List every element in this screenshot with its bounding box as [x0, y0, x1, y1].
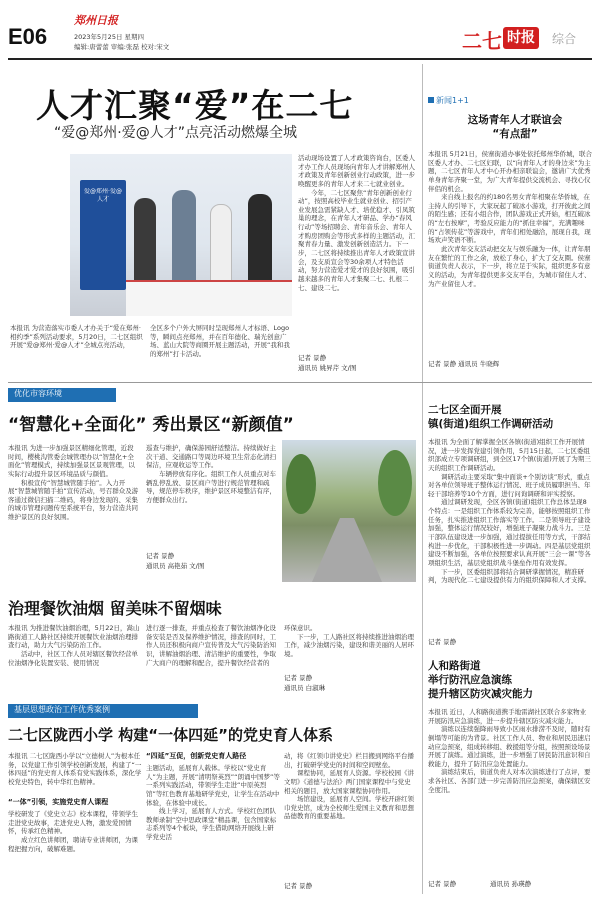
flood-reporter: 记者 景静	[428, 880, 457, 888]
photo-banner	[80, 180, 126, 290]
section-name: 二七	[462, 29, 502, 52]
editors-line: 编辑:唐蕾蕾 审编:张磊 校对:宋文	[74, 43, 170, 51]
news11-label-text: 新闻1+1	[436, 96, 469, 105]
section-tag: 综合	[552, 32, 577, 46]
lead-reporter: 记者 景静	[298, 354, 327, 362]
optimize-col-right: 巡查与维护，确保游园舒适整洁。持续做好主次干道、交通路口等周边环境卫生常态化清扫保洁，应观收运等工作。 车辆停放有序化。组织工作人员重点对车辆乱停乱放、景区商户等进行规范管理和疏导，规范停车秩序，维护景区环境整洁有序，方便群众出行。	[146, 444, 276, 504]
catering-col1: 本报讯 为推进餐饮油烟治理，5月22日，嵩山路街道工人路社区持续开展餐饮业油烟治理排查行动，助力大气污染防治工作。 活动中，社区工作人员对辖区餐饮经营单位油烟净化装置安装、使用情况	[8, 624, 140, 667]
mid-rule	[8, 382, 592, 383]
party-band	[8, 704, 198, 718]
flood-body: 本报讯 近日，人和路街道携手地雷湖社区联合多家物业开展防汛应急演练，进一步提升辖区防灾减灾能力。 演练以连续强降雨导致小区雨水排涝不及时，随时有倒塌等可能的为背景。社区工作人员、物业和居民迅速启动应急预案，组成转移组、救援组等分组，按照预设场景开展了演练。通过演练，进一步增强了居民防汛意识和自救能力，提升了防汛应急处置能力。 演练结束后，街道负责人对本次演练进行了点评，要求各社区、各部门进一步完善防汛应急预案，确保辖区安全度汛。	[428, 708, 591, 794]
lead-col-mid: 全区多个户外大屏同时呈现郑州人才标语、Logo等，瞬间点亮郑州，并在百年德化、瑞光创意广场、蓝山大院等商圈开展主题活动，开展“我和我的郑州”打卡活动。	[150, 324, 290, 358]
party-title: 二七区陇西小学 构建“一体四延”的党史育人体系	[8, 726, 333, 744]
news11-title-l2: “有点甜”	[492, 128, 538, 140]
optimize-band	[8, 388, 116, 402]
lead-title: 人才汇聚“爱”在二七	[36, 86, 354, 124]
optimize-reporter: 记者 景静	[146, 552, 175, 560]
flood-title-l1: 人和路街道	[428, 660, 481, 672]
header-rule	[8, 58, 592, 60]
date-line: 2023年5月25日 星期四	[74, 33, 145, 41]
news11-label	[428, 96, 508, 108]
optimize-correspondent: 通讯员 高艳茹 文/图	[146, 562, 205, 570]
lead-col-right: 活动现场设置了人才政策咨询台，区委人才办工作人员现场向青年人才讲解郑州人才政策及青年创新创业行动政策，进一步唤醒更多的青年人才来二七就业创业。 今年，二七区聚焦“青年创新创业行动”，按照高校毕业生就业创业、招引产业发展急需紧缺人才、培优稳才、引凤筑巢的理念，在青年人才研品、学办“春风行动”等场招聘会、青年音乐会、青年人才购房团购会等形式多样的主题活动，汇聚青春力量、激发创新创造活力。下一步，二七区将持续推出青年人才政策宣讲会，及支质宣会等30余项人才特色活动，努力营造爱才爱才的良好氛围，吸引越来越多的青年人才集聚二七、扎根二七、建设二七。	[298, 154, 415, 292]
page-header	[0, 0, 600, 60]
flood-title-l3: 提升辖区防灾减灾能力	[428, 688, 533, 700]
catering-title: 治理餐饮油烟 留美味不留烟味	[8, 599, 222, 618]
scenic-tree-left	[286, 454, 316, 514]
scenic-photo	[282, 440, 416, 582]
photo-banner-text: 爱@郑州·爱@人才	[84, 188, 122, 203]
street-reporter: 记者 景静	[428, 638, 457, 646]
photo-table	[126, 280, 292, 316]
paper-name: 郑州日报	[74, 14, 118, 27]
optimize-title: “智慧化+全面化” 秀出景区“新颜值”	[8, 415, 294, 435]
news11-title-l1: 这场青年人才联谊会	[467, 114, 563, 126]
party-band-label: 基层思想政治工作优秀案例	[14, 705, 110, 714]
party-col3: 动，将《红领巾讲党史》栏目搬到网络平台播出，打破研学党史的时间和空间壁垒。 课程协同，延展育人资源。学校校园《讲文明》《道德与法治》两门国家课程中与党史相关的题目，放大国家课程协同作用。 场馆建设，延展育人空间。学校开辟红领巾党史馆，成为全校师生爱国主义教育和思想品德教育的重要基地。	[284, 752, 414, 821]
column-divider	[422, 64, 423, 894]
street-title-l1: 二七区全面开展	[428, 404, 502, 416]
optimize-col-left: 本报讯 为进一步加强景区精细化管理，近段时间，樱桃沟管委会城管理办以“智慧化+全面化”管理模式，持续加强景区景观管理，以实际行动提升景区环境品质与颜值。 积极宣传“智慧城管随手拍”。入力开展“智慧城管随手拍”宣传活动，号召群众及游客通过微信扫描二维码，将身边发现的、采集的城市管理问题传至系统平台，努力营造共同维护景区的良好氛围。	[8, 444, 139, 522]
catering-col3: 环保意识。 下一步，工人路社区将持续推进油烟治理工作，减少油烟污染，建设和谐美丽的人居环境。	[284, 624, 414, 658]
party-col1: 本报讯 二七区陇西小学以“立德树人”为根本任务，以党建工作引领学校创新发展，构建了“一体四延”的党史育人体系有党实践体系，深化学校党史特色，转中华红色精神。	[8, 752, 142, 786]
news11-square-icon	[428, 97, 434, 103]
party-sub1: “一体”引领，实施党史育人课程	[8, 798, 109, 806]
flood-title-l2: 举行防汛应急演练	[428, 674, 512, 686]
party-col2: 主题活动，延展育人载体。学校以“党史育人”为主题，开展“清明祭英烈”“朗诵中国梦”等一系列实践活动，带领学生走进“中原英烈馆”等红色教育基地研学党史，让学生在活动中体验，在体验中成长。 线上学习，延展育人方式。学校红色团队教师录制“空中思政课堂”精品课，包含国家标志系列等4个板块，学生借助网络开展线上研学党史活	[146, 764, 280, 842]
optimize-band-label: 优化市容环境	[14, 389, 62, 398]
catering-correspondent: 通讯员 白淑琳	[284, 684, 326, 692]
lead-col-left: 本报讯 为营造落实市委人才办关于“爱在郑州·相约季”系列活动要求，5月20日，二七区组织开展“爱@郑州·爱@人才”全城点亮活动，	[10, 324, 143, 350]
news11-body: 本报讯 5月21日，侯寨街道办事处依托郑州华侨城，联合区委人才办、二七区妇联，以“向青年人才的身边来”为主题，二七区青年人才中心开办相亲联谊会，邀请广大优秀单身青年齐聚一堂，为广大青年提供交流机会、寻找心仪伴侣的机会。 来自线上报名的约180名男女青年相聚在华侨城，在主持人的引导下，大家玩起了破冰小游戏，打开彼此之间的陌生感；还有小组合作，团队游戏正式开始，相互破冰的“左右按摩”，考验反应能力的“抓住幸福”，充满趣味的“占领传花”等游戏中，青年们相处融洽，展现自我，现场欢声笑语不断。 此次青年交友活动把交友与娱乐融为一体，让青年朋友在繁忙的工作之余，放松了身心，扩大了交友圈。侯寨街道负责人表示，下一步，将立足于实际，组织更多有意义的活动，为青年提供更多交友平台，为城市留住人才、为产业留住人才。	[428, 150, 592, 288]
party-sub2: “四延”互促，创新党史育人路径	[146, 752, 247, 760]
news11-reporter: 记者 景静 通讯员 牛晓辉	[428, 360, 500, 368]
flood-correspondent: 通讯员 孙瑛静	[490, 880, 532, 888]
section-badge: 时报	[503, 27, 539, 49]
catering-reporter: 记者 景静	[284, 674, 313, 682]
street-body: 本报讯 为全面了解掌握全区各镇(街道)组织工作开展情况，进一步发挥党建引领作用，5月15日起，二七区委组织部成立专项调研组，到全区17个镇(街道)开展了为期三天的组织工作调研活动。 调研活动主要采取“集中面谈+个别访谈”形式，重点对各单位领导班子整体运行情况、班子成员履职担当、年轻干部培养等10个方面，进行问询调研和评实授察。 通过调研发现，全区各镇(街道)组织工作总体呈现8个特点：一是组织工作体系较为完善，能够按照组织工作任务，扎实推进组织工作落实等工作。二是领导班子建设加强，整体运行情况较好，增强班子凝聚力战斗力。三是干部队伍建设进一步加强，通过提拔任用等方式，干部结构进一步优化，干部积极性进一步调动。四是基层党组织建设不断加强，各单位按照要求认真开展“三会一课”等各项组织生活，基层党组织战斗堡垒作用有效发挥。 下一步，区委组织部将结合调研掌握情况，精准研判，为现代化二七建设提供有力的组织保障和人才支撑。	[428, 438, 591, 585]
catering-col2: 进行逐一排查，并重点检查了餐饮油烟净化设备安装是否及保养维护情况，排查的同时，工作人员还积极向商户宣传普及大气污染防治知识，讲解油烟治理、清洁维护的重要性，争取广大商户的理解和配合，提升餐饮经营者的	[146, 624, 276, 667]
party-col1b: 学校研发了《党史立志》校本课程，带领学生走进党史故事，走进党史人物，激发爱国情怀，传承红色精神。 成立红色讲师团，聘请专业讲师团，为课程把握方向，破解难题。	[8, 810, 138, 853]
lead-correspondent: 通讯员 姚昇芹 文/图	[298, 364, 357, 372]
lead-subtitle: “爱@郑州·爱@人才”点亮活动燃爆全城	[54, 125, 297, 141]
scenic-road	[312, 518, 382, 582]
party-reporter: 记者 景静	[284, 882, 313, 890]
scenic-tree-right	[378, 450, 412, 516]
lead-photo	[70, 154, 292, 316]
street-title-l2: 镇(街道)组织工作调研活动	[428, 418, 554, 430]
page-number: E06	[8, 24, 48, 48]
